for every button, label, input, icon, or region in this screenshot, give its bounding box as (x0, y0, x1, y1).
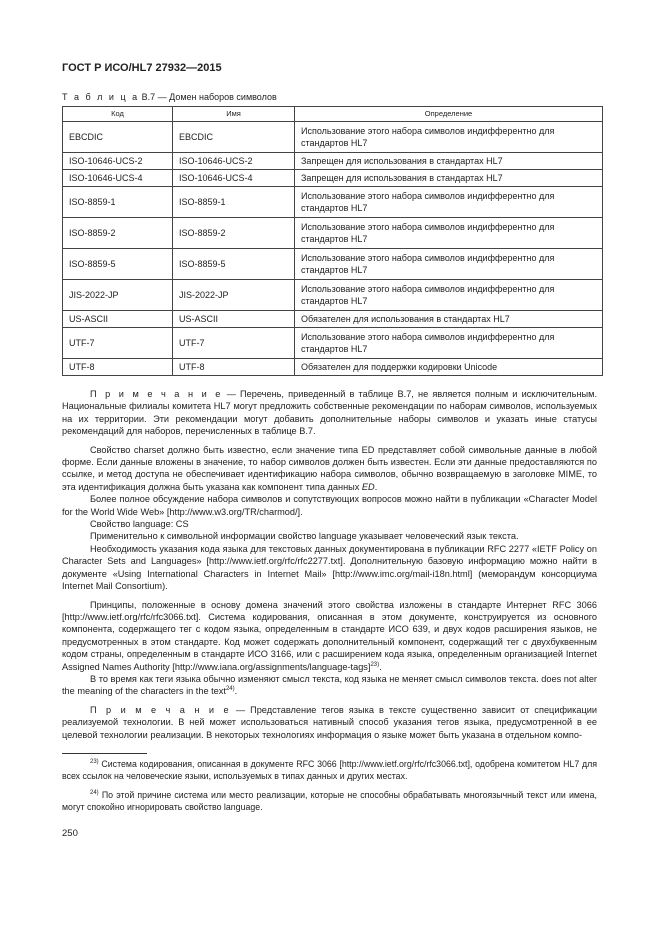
table-row (63, 170, 603, 187)
cell-name: ISO-8859-2 (173, 218, 295, 249)
cell-definition: Использование этого набора символов индифферентно для стандартов HL7 (295, 122, 603, 153)
footnote-ref: 23) (370, 661, 380, 668)
paragraph: Свойство language: CS (90, 519, 189, 530)
paragraph (62, 599, 597, 673)
cell-code: ISO-8859-2 (63, 218, 173, 249)
cell-definition: Использование этого набора символов индифферентно для стандартов HL7 (295, 187, 603, 218)
note-1 (62, 388, 597, 438)
table-row (63, 328, 603, 359)
caption-label: Т а б л и ц а (62, 92, 140, 102)
note-label: П р и м е ч а н и е (90, 389, 223, 399)
table-caption (62, 92, 597, 102)
cell-definition: Обязателен для поддержки кодировки Unicode (295, 359, 603, 376)
cell-code: ISO-10646-UCS-2 (63, 153, 173, 170)
body-text (62, 444, 597, 698)
text: Свойство charset должно быть известно, если значение типа ED представляет собой символьные данные в любой форме. Если данные вложены в значение, то набор символов должен быть известен. Если эти данные предоставляются по ссылке, и метод доступа не обеспечивает идентификацию набора символов, обычно возвращаемую в заголовке MIME, то эта идентификация должна быть указана как компонент типа данных (62, 444, 597, 492)
text: В то время как теги языка обычно изменяют смысл текста, код языка не меняет смысл символов текста. does not alter the meaning of the characters in the text (62, 673, 597, 697)
cell-name: UTF-7 (173, 328, 295, 359)
cell-definition: Запрещен для использования в стандартах HL7 (295, 153, 603, 170)
note-text: — Перечень, приведенный в таблице В.7, не является полным и исключительным. Национальные филиалы комитета HL7 могут предложить собственные рекомендации по наборам символов, используемых на их территории. Эти рекомендации могут добавить дополнительные наборы символов и указать иные статусы рекомендаций для наборов, перечисленных в таблице В.7. (62, 389, 598, 437)
cell-code: US-ASCII (63, 311, 173, 328)
cell-definition: Использование этого набора символов индифферентно для стандартов HL7 (295, 280, 603, 311)
table-row (63, 280, 603, 311)
page-number: 250 (62, 827, 78, 839)
note-2 (62, 704, 597, 741)
note-text: — Представление тегов языка в тексте существенно зависит от спецификации реализуемой технологии. В ней может использоваться нативный способ указания тегов языка, предусмотренной в ее целевой технологии реализации. В некоторых технологиях информация о языке может быть указана в отдельном компо- (62, 704, 597, 740)
text: . (374, 481, 378, 492)
cell-name: US-ASCII (173, 311, 295, 328)
text: . (379, 661, 382, 672)
col-definition: Определение (295, 107, 603, 122)
footnote-divider (62, 753, 147, 754)
cell-code: UTF-8 (63, 359, 173, 376)
cell-code: JIS-2022-JP (63, 280, 173, 311)
footnote-text: По этой причине система или место реализации, которые не способны обрабатывать многоязычный текст или имена, могут спокойно игнорировать свойство language. (62, 789, 597, 813)
note-label: П р и м е ч а н и е (90, 704, 231, 715)
text: . (234, 686, 238, 697)
cell-name: UTF-8 (173, 359, 295, 376)
col-code: Код (63, 107, 173, 122)
cell-code: UTF-7 (63, 328, 173, 359)
paragraph: Применительно к символьной информации свойство language указывает человеческий язык текста. (90, 531, 519, 542)
cell-definition: Использование этого набора символов индифферентно для стандартов HL7 (295, 249, 603, 280)
footnote-24 (62, 789, 597, 814)
paragraph: Необходимость указания кода языка для текстовых данных документирована в публикации RFC 2277 «IETF Policy on Character Sets and Languages» [http://www.ietf.org/rfc/rfc2277.txt]. Дополнительную базовую информацию можно найти в документе «Using International Characters in Internet Mail» [http://www.imc.org/mail-i18n.html] (меморандум консорциума Internet Mail Consortium). (62, 543, 597, 592)
cell-name: ISO-10646-UCS-4 (173, 170, 295, 187)
cell-definition: Запрещен для использования в стандартах HL7 (295, 170, 603, 187)
footnote-mark: 23) (90, 759, 99, 766)
paragraph (62, 444, 597, 494)
col-name: Имя (173, 107, 295, 122)
paragraph (62, 673, 597, 698)
cell-definition: Обязателен для использования в стандартах HL7 (295, 311, 603, 328)
table-row (63, 122, 603, 153)
footnote-mark: 24) (90, 789, 99, 796)
table-header-row (63, 107, 603, 122)
footnote-ref: 24) (225, 686, 235, 693)
caption-text: В.7 — Домен наборов символов (139, 92, 277, 102)
cell-name: EBCDIC (173, 122, 295, 153)
table-row (63, 187, 603, 218)
footnote-23 (62, 758, 597, 783)
footnote-text: Система кодирования, описанная в документе RFC 3066 [http://www.ietf.org/rfc/rfc3066.txt], одобрена комитетом HL7 для всех ссылок на человеческие языки, используемых в типах данных и других местах. (62, 758, 597, 782)
document-header: ГОСТ Р ИСО/HL7 27932—2015 (62, 62, 222, 74)
text: ED (361, 481, 375, 492)
table-row (63, 218, 603, 249)
table-row (63, 249, 603, 280)
charset-table (62, 106, 603, 376)
cell-code: ISO-8859-5 (63, 249, 173, 280)
cell-code: ISO-8859-1 (63, 187, 173, 218)
table-row (63, 359, 603, 376)
table-row (63, 153, 603, 170)
cell-name: JIS-2022-JP (173, 280, 295, 311)
cell-name: ISO-8859-5 (173, 249, 295, 280)
cell-definition: Использование этого набора символов индифферентно для стандартов HL7 (295, 218, 603, 249)
cell-code: ISO-10646-UCS-4 (63, 170, 173, 187)
cell-name: ISO-10646-UCS-2 (173, 153, 295, 170)
cell-definition: Использование этого набора символов индифферентно для стандартов HL7 (295, 328, 603, 359)
cell-name: ISO-8859-1 (173, 187, 295, 218)
text: Принципы, положенные в основу домена значений этого свойства изложены в стандарте Интернет RFC 3066 [http://www.ietf.org/rfc/rfc3066.txt]. Система кодирования, описанная в этом документе, конструируется из основного компонента, содержащего тег с кодом языка, определенным в стандарте ИСО 639, и двух кодов расширения языков, не предусмотренных в этом стандарте. Код может содержать дополнительный компонент, содержащий тег с двухбуквенным кодом страны, определенным в стандарте ИСО 3166, или с расширением кода языка, определенным организацией Internet Assigned Names Authority [http://www.iana.org/assignments/language-tags] (62, 599, 597, 672)
paragraph: Более полное обсуждение набора символов и сопутствующих вопросов можно найти в публикации «Character Model for the World Wide Web» [http://www.w3.org/TR/charmod/]. (62, 494, 597, 517)
cell-code: EBCDIC (63, 122, 173, 153)
table-row (63, 311, 603, 328)
